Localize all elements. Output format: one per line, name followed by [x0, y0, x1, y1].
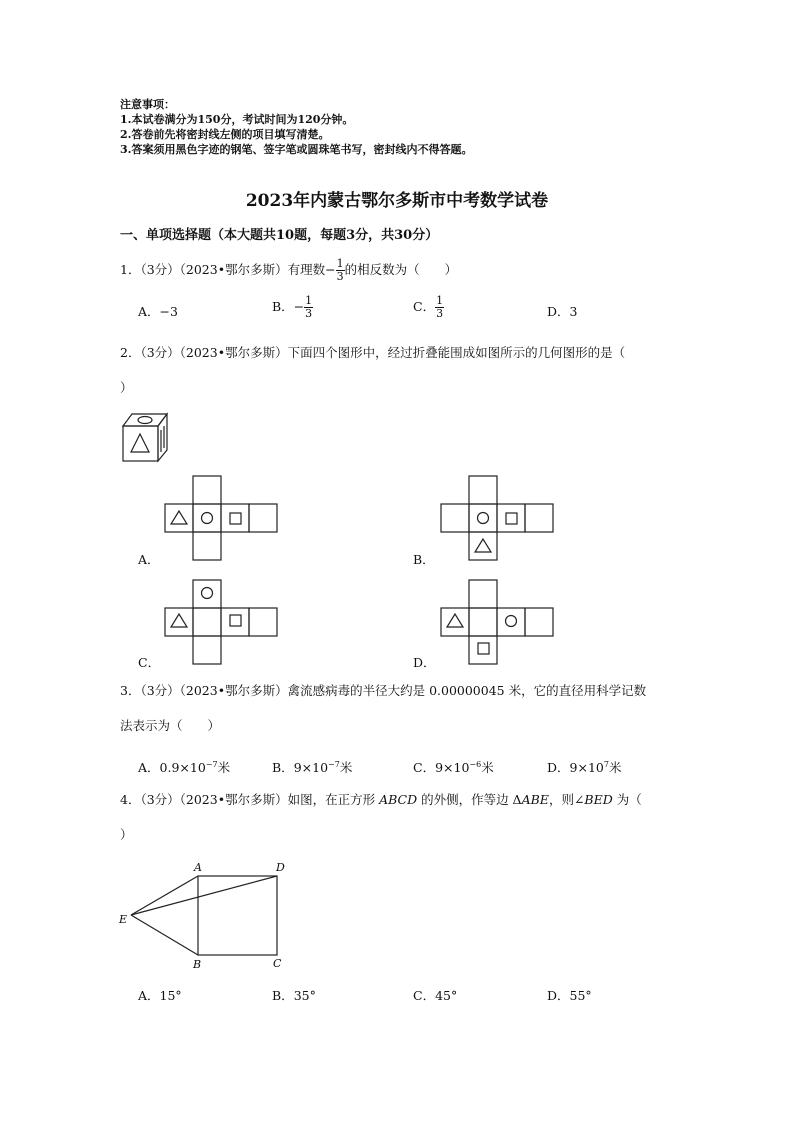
- question-4-line-2: ）: [120, 827, 133, 842]
- triangle-icon: [447, 614, 463, 627]
- option-unit: 米: [608, 760, 622, 775]
- net-c[interactable]: [165, 580, 277, 664]
- square-icon: [478, 643, 489, 654]
- frac-den: 3: [305, 307, 313, 320]
- q4-text-c: ，则∠: [548, 792, 585, 807]
- option-exp: −7: [205, 759, 218, 769]
- point-a-label: A: [194, 861, 202, 874]
- option-text: 3: [569, 304, 578, 319]
- net-d[interactable]: [441, 580, 553, 664]
- q3-option-c[interactable]: [413, 758, 494, 776]
- option-letter: C．: [413, 988, 436, 1003]
- q2-option-c[interactable]: C．: [138, 655, 161, 670]
- q1-suffix: 的相反数为（ ）: [344, 262, 458, 277]
- circle-icon: [478, 513, 489, 524]
- q1-frac-num: 1: [336, 257, 344, 270]
- q1-frac-den: 3: [336, 270, 344, 283]
- q4-square-name: ABCD: [379, 792, 418, 807]
- option-letter: A．: [138, 988, 160, 1003]
- option-exp: −7: [328, 759, 340, 769]
- q4-option-b[interactable]: [272, 986, 316, 1004]
- option-letter: D．: [547, 760, 570, 775]
- option-text: 55°: [569, 988, 592, 1003]
- q2-option-a[interactable]: A．: [138, 552, 160, 567]
- option-letter: B．: [272, 988, 294, 1003]
- net-b[interactable]: [441, 476, 553, 560]
- question-2-line-1: 2．（3分）（2023•鄂尔多斯）下面四个图形中，经过折叠能围成如图所示的几何图形的是（: [120, 345, 626, 360]
- q4-triangle-name: ABE: [521, 792, 549, 807]
- point-d-label: D: [276, 861, 285, 874]
- notice-line-3: 3.答案须用黑色字迹的钢笔、签字笔或圆珠笔书写，密封线内不得答题。: [120, 143, 473, 156]
- question-2-line-2: ）: [120, 380, 133, 395]
- question-4-line-1: [120, 792, 642, 808]
- question-3-line-2: 法表示为（ ）: [120, 718, 221, 733]
- point-c-label: C: [273, 957, 282, 970]
- option-letter: C．: [413, 299, 436, 314]
- q4-text-a: 4．（3分）（2023•鄂尔多斯）如图，在正方形: [120, 792, 380, 807]
- cube-figure: [123, 414, 167, 461]
- option-letter: D．: [547, 988, 570, 1003]
- circle-icon: [202, 588, 213, 599]
- q3-option-a[interactable]: [138, 758, 230, 776]
- option-exp: 7: [603, 759, 609, 769]
- option-unit: 米: [339, 760, 353, 775]
- square-icon: [230, 513, 241, 524]
- triangle-icon: [171, 614, 187, 627]
- q1-frac-sign: −: [325, 262, 336, 277]
- square-icon: [230, 615, 241, 626]
- q4-option-d[interactable]: [547, 986, 592, 1004]
- option-text: 45°: [435, 988, 458, 1003]
- option-letter: C．: [413, 760, 436, 775]
- option-sign: −: [293, 299, 305, 314]
- option-letter: D．: [547, 304, 570, 319]
- net-a[interactable]: [165, 476, 277, 560]
- q3-option-b[interactable]: [272, 758, 352, 776]
- q4-option-a[interactable]: [138, 986, 182, 1004]
- q4-text-d: 为（: [612, 792, 642, 807]
- option-base: 9×10: [293, 760, 329, 775]
- option-text: 35°: [293, 988, 316, 1003]
- point-e-label: E: [119, 913, 128, 926]
- frac-num: 1: [305, 294, 313, 307]
- option-base: 9×10: [435, 760, 470, 775]
- page-title: 2023年内蒙古鄂尔多斯市中考数学试卷: [245, 191, 549, 211]
- option-letter: A．: [138, 760, 160, 775]
- option-exp: −6: [469, 759, 482, 769]
- option-text: 15°: [159, 988, 182, 1003]
- q4-text-b: 的外侧，作等边 Δ: [417, 792, 522, 807]
- point-b-label: B: [193, 958, 202, 971]
- square-icon: [506, 513, 517, 524]
- option-letter: B．: [272, 760, 294, 775]
- q4-angle-name: BED: [584, 792, 613, 807]
- option-letter: B．: [272, 299, 294, 314]
- option-base: 0.9×10: [159, 760, 206, 775]
- option-base: 9×10: [569, 760, 604, 775]
- notice-line-2: 2.答卷前先将密封线左侧的项目填写清楚。: [120, 128, 330, 141]
- q3-option-d[interactable]: [547, 758, 621, 776]
- square-abcd: [198, 876, 277, 955]
- q4-option-c[interactable]: [413, 986, 457, 1004]
- q2-option-d[interactable]: D．: [413, 655, 436, 670]
- circle-icon: [506, 616, 517, 627]
- notice-line-1: 1.本试卷满分为150分，考试时间为120分钟。: [120, 113, 354, 126]
- question-3-line-1: 3．（3分）（2023•鄂尔多斯）禽流感病毒的半径大约是 0.00000045 米，它的直径用科学记数: [120, 683, 647, 698]
- option-letter: A．: [138, 304, 160, 319]
- section-heading: 一、单项选择题（本大题共10题，每题3分，共30分）: [120, 228, 439, 243]
- q2-option-b[interactable]: B．: [413, 552, 435, 567]
- triangle-icon: [171, 511, 187, 524]
- frac-den: 3: [436, 307, 444, 320]
- q1-prefix: 1．（3分）（2023•鄂尔多斯）有理数: [120, 262, 326, 277]
- option-unit: 米: [217, 760, 231, 775]
- frac-num: 1: [436, 294, 444, 307]
- option-text: −3: [159, 304, 178, 319]
- triangle-icon: [475, 539, 491, 552]
- circle-icon: [202, 513, 213, 524]
- option-unit: 米: [481, 760, 494, 775]
- q4-figure: [0, 850, 400, 980]
- notice-heading: 注意事项：: [120, 98, 175, 111]
